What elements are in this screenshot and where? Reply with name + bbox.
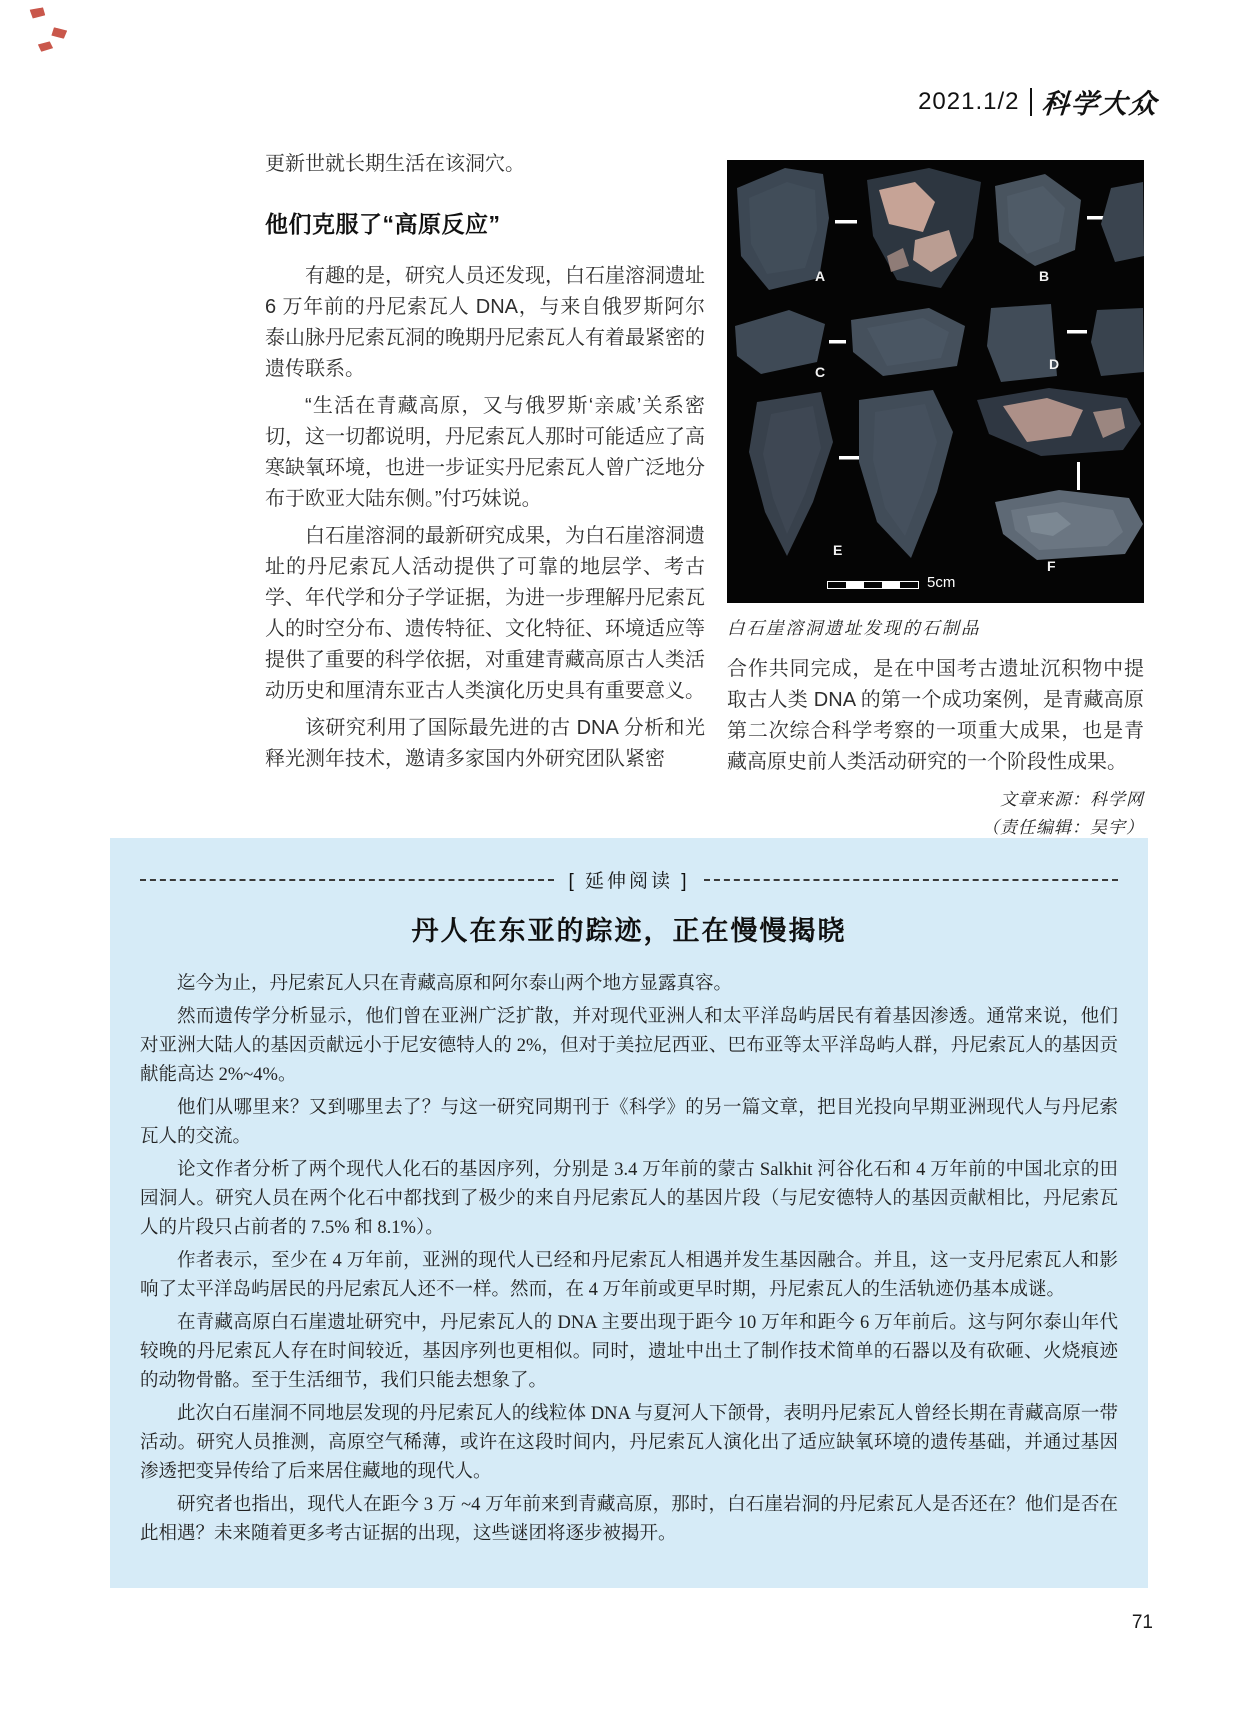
note-paragraph: 他们从哪里来？又到哪里去了？与这一研究同期刊于《科学》的另一篇文章，把目光投向早期亚洲现代人与丹尼索瓦人的交流。 [140,1098,1118,1147]
stone-artifacts-svg [727,160,1144,603]
note-paragraph: 此次白石崖洞不同地层发现的丹尼索瓦人的线粒体 DNA 与夏河人下颌骨，表明丹尼索瓦人曾经长期在青藏高原一带活动。研究人员推测，高原空气稀薄，或许在这段时间内，丹尼索瓦人演化出了适应缺氧环境的遗传基础，并通过基因渗透把变异传给了后来居住藏地的现代人。 [140,1404,1118,1482]
page-header [918,82,1158,121]
figure-label-a: A [815,268,826,284]
stone-tools-figure [727,160,1144,640]
stone-tools-photo [727,160,1144,603]
magazine-logo: 科学大众 [1040,89,1159,119]
extended-reading-tag: [ 延伸阅读 ] [568,871,690,892]
extended-reading-title: 丹人在东亚的踪迹，正在慢慢揭晓 [411,916,847,946]
note-paragraph: 作者表示，至少在 4 万年前，亚洲的现代人已经和丹尼索瓦人相遇并发生基因融合。并且，这一支丹尼索瓦人和影响了太平洋岛屿居民的丹尼索瓦人还不一样。然而，在 4 万年前或更早时期，丹尼索瓦人的生活轨迹仍基本成谜。 [140,1251,1118,1300]
figure-caption: 白石崖溶洞遗址发现的石制品 [727,618,981,638]
article-paragraph: “生活在青藏高原，又与俄罗斯‘亲戚’关系密切，这一切都说明，丹尼索瓦人那时可能适应了高寒缺氧环境，也进一步证实丹尼索瓦人曾广泛地分布于欧亚大陆东侧。”付巧妹说。 [265,395,705,510]
header-divider [1030,88,1033,116]
article-columns [265,147,1144,837]
dash-divider-left [140,879,554,881]
dash-divider-right [704,879,1118,881]
print-mark [30,7,46,19]
section-heading: 他们克服了“高原反应” [265,211,501,237]
print-mark [38,41,54,52]
note-paragraph: 然而遗传学分析显示，他们曾在亚洲广泛扩散，并对现代亚洲人和太平洋岛屿居民有着基因渗透。通常来说，他们对亚洲大陆人的基因贡献远小于尼安德特人的 2%，但对于美拉尼西亚、巴布亚等太平洋岛屿人群，丹尼索瓦人的基因贡献能高达 2%~4%。 [140,1007,1118,1085]
print-mark [51,27,67,39]
article-editor: （责任编辑：吴宇） [982,818,1144,837]
figure-label-c: C [815,364,826,380]
article-paragraph: 白石崖溶洞的最新研究成果，为白石崖溶洞遗址的丹尼索瓦人活动提供了可靠的地层学、考古学、年代学和分子学证据，为进一步理解丹尼索瓦人的时空分布、遗传特征、文化特征、环境适应等提供了重要的科学依据，对重建青藏高原古人类活动历史和厘清东亚古人类演化历史具有重要意义。 [265,525,705,702]
figure-label-b: B [1039,268,1050,284]
issue-label: 2021.1/2 [918,87,1020,115]
note-paragraph: 在青藏高原白石崖遗址研究中，丹尼索瓦人的 DNA 主要出现于距今 10 万年和距今 6 万年前后。这与阿尔泰山年代较晚的丹尼索瓦人存在时间较近，基因序列也更相似。同时，遗址中出土了制作技术简单的石器以及有砍砸、火烧痕迹的动物骨骼。至于生活细节，我们只能去想象了。 [140,1313,1118,1391]
figure-label-f: F [1047,558,1056,574]
figure-label-d: D [1049,356,1060,372]
figure-label-e: E [833,542,843,558]
article-right-column [727,147,1144,837]
scale-label: 5cm [927,574,956,591]
extended-reading-tag-row [140,866,1118,893]
page-number: 71 [1131,1612,1153,1633]
extended-reading-box [110,838,1148,1588]
article-left-column [265,147,705,837]
note-paragraph: 迄今为止，丹尼索瓦人只在青藏高原和阿尔泰山两个地方显露真容。 [177,974,733,994]
article-source: 文章来源：科学网 [1000,790,1144,809]
article-paragraph-continuation: 合作共同完成，是在中国考古遗址沉积物中提取古人类 DNA 的第一个成功案例，是青藏高原第二次综合科学考察的一项重大成果，也是青藏高原史前人类活动研究的一个阶段性成果。 [727,658,1144,773]
extended-reading-body [140,970,1118,1549]
article-paragraph: 有趣的是，研究人员还发现，白石崖溶洞遗址 6 万年前的丹尼索瓦人 DNA，与来自俄罗斯阿尔泰山脉丹尼索瓦洞的晚期丹尼索瓦人有着最紧密的遗传联系。 [265,265,705,380]
note-paragraph: 研究者也指出，现代人在距今 3 万 ~4 万年前来到青藏高原，那时，白石崖岩洞的丹尼索瓦人是否还在？他们是否在此相遇？未来随着更多考古证据的出现，这些谜团将逐步被揭开。 [140,1495,1118,1544]
article-paragraph: 该研究利用了国际最先进的古 DNA 分析和光释光测年技术，邀请多家国内外研究团队紧密 [265,717,705,770]
scale-bar [827,581,919,589]
print-marks [30,8,90,59]
note-paragraph: 论文作者分析了两个现代人化石的基因序列，分别是 3.4 万年前的蒙古 Salkhit 河谷化石和 4 万年前的中国北京的田园洞人。研究人员在两个化石中都找到了极少的来自丹尼索瓦人的基因片段（与尼安德特人的基因贡献相比，丹尼索瓦人的片段只占前者的 7.5% 和 8.1%）。 [140,1160,1118,1238]
article-lead-in: 更新世就长期生活在该洞穴。 [265,153,525,175]
